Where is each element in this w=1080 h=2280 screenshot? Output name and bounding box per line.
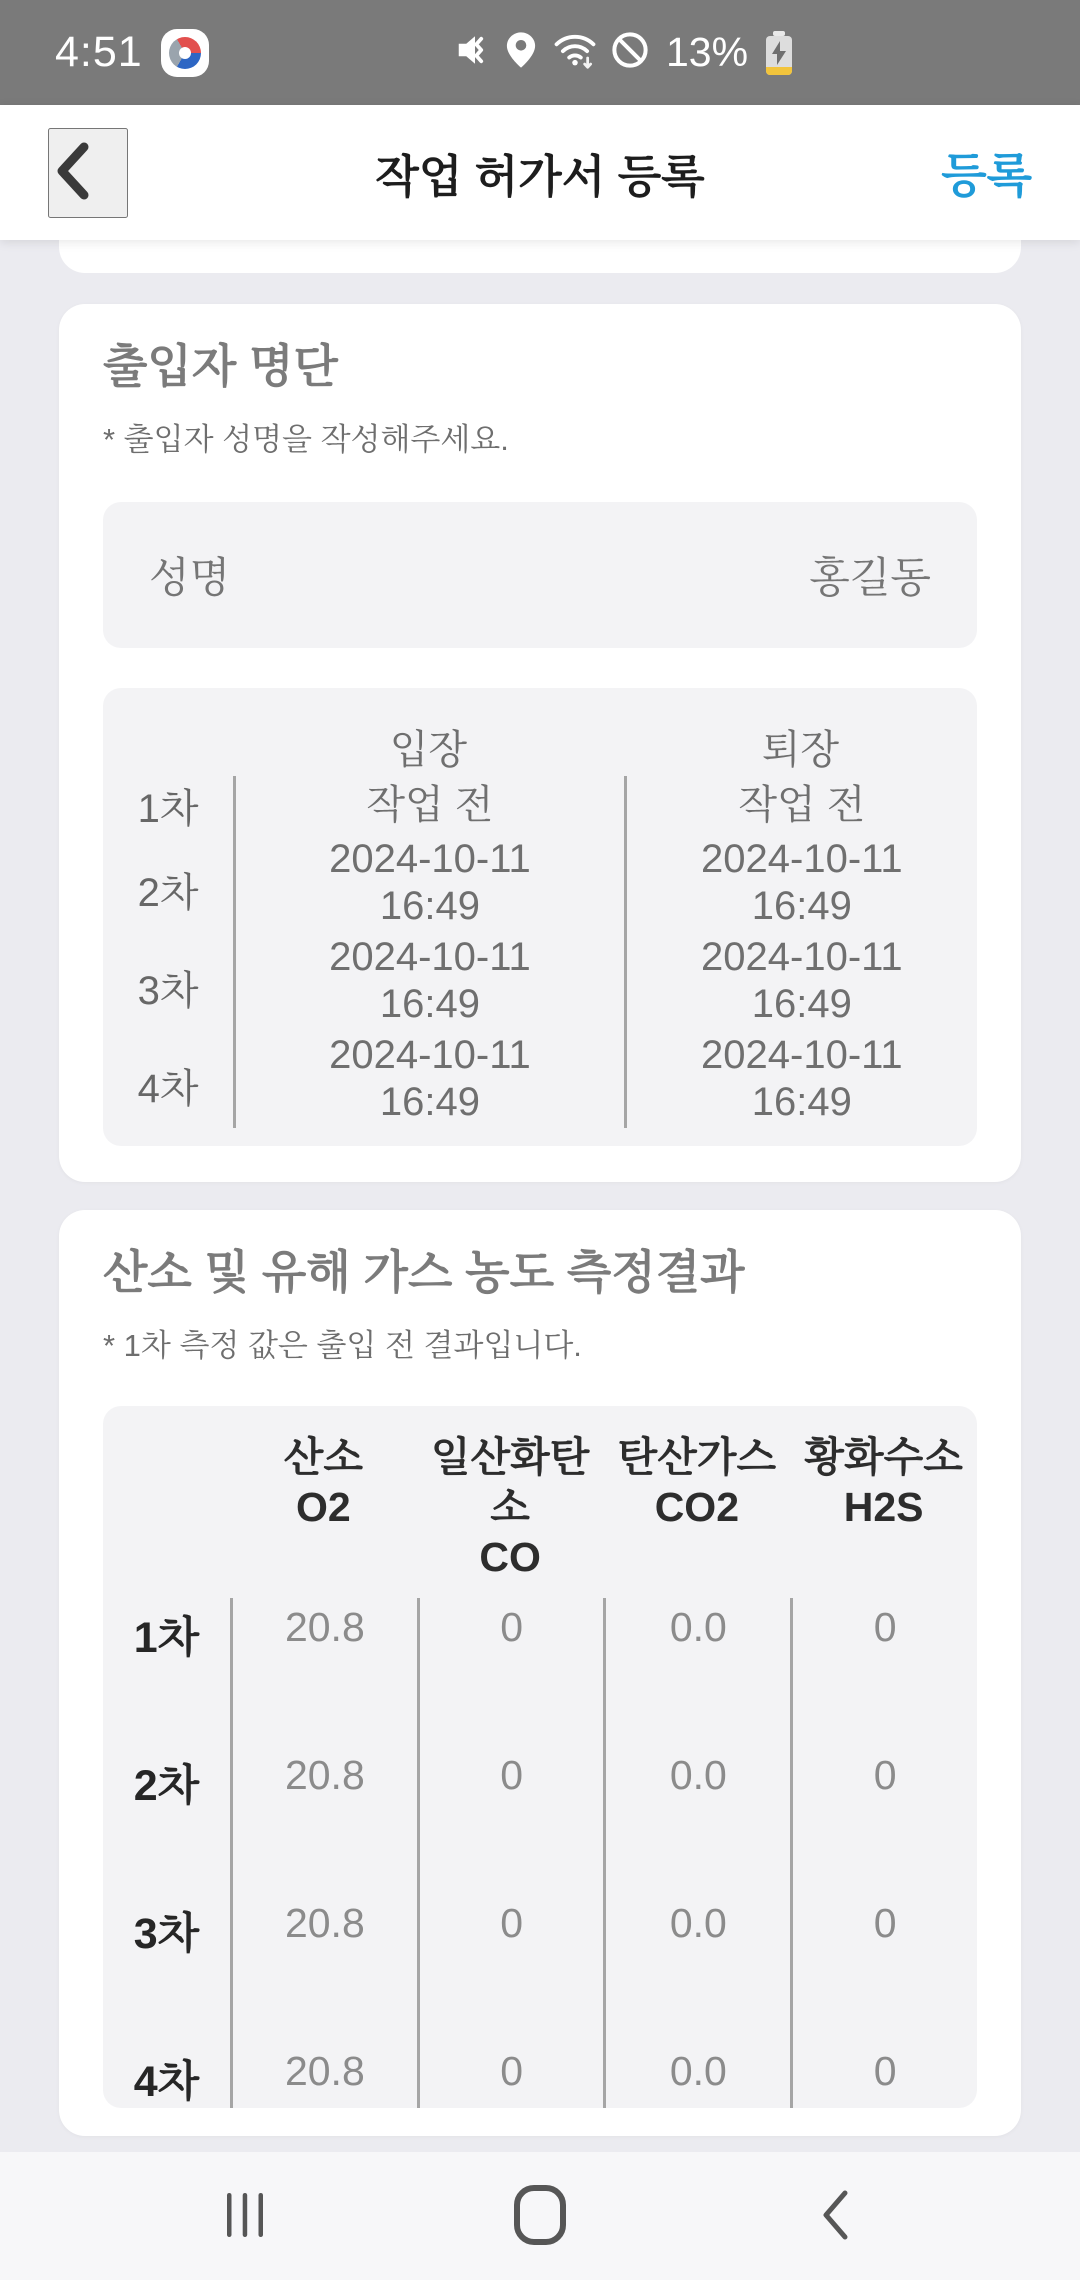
co2-value: 0.0 [669,1900,727,1946]
exit-date-text: 2024-10-11 [701,935,903,979]
gas-column-header-h2s: 황화수소 H2S [804,1434,963,1530]
entry-date-text: 2024-10-11 [329,1033,531,1077]
exit-time-text: 작업 전 [738,782,866,827]
entry-row-label: 1차 [137,786,199,831]
name-field[interactable] [103,502,977,648]
wifi-icon [552,29,598,76]
gas-row-label: 4차 [133,2058,200,2106]
entry-time-cell[interactable] [233,776,624,834]
exit-time-text: 16:49 [751,1080,852,1124]
entry-row-label: 3차 [137,969,199,1013]
nav-back-button[interactable] [780,2161,890,2271]
entry-date-text: 2024-10-11 [329,935,531,979]
previous-card-bottom [59,240,1021,273]
app-badge-icon [161,29,209,77]
o2-value: 20.8 [284,1900,365,1946]
gas-column-header-co: 일산화탄소 CO [430,1434,590,1580]
recents-icon [221,2189,269,2244]
gas-value-cell[interactable] [603,1746,790,1894]
h2s-value: 0 [873,1604,897,1650]
recents-button[interactable] [190,2161,300,2271]
co2-value: 0.0 [669,2048,727,2094]
entry-time-text: 작업 전 [366,782,494,827]
status-time: 4:51 [55,28,143,76]
gas-value-cell[interactable] [603,2042,790,2108]
entry-time-text: 16:49 [379,884,480,928]
android-nav-bar [0,2152,1080,2280]
gas-value-cell[interactable] [790,1894,977,2042]
exit-time-text: 16:49 [751,884,852,928]
home-icon [512,2184,568,2249]
back-icon [815,2187,855,2246]
page-title: 작업 허가서 등록 [375,151,705,202]
h2s-value: 0 [873,1752,897,1798]
o2-value: 20.8 [284,1752,365,1798]
exit-time-cell[interactable] [624,1030,977,1128]
gas-table-corner [103,1432,230,1582]
location-icon [502,30,540,75]
gas-measurement-card [59,1210,1021,2136]
gas-column-header-co2: 탄산가스 CO2 [617,1434,777,1530]
o2-value: 20.8 [284,2048,365,2094]
gas-value-cell[interactable] [790,2042,977,2108]
visitor-list-card [59,304,1021,1182]
gas-value-cell[interactable] [603,1894,790,2042]
gas-row-label: 2차 [133,1762,200,1810]
scroll-content[interactable] [0,240,1080,2152]
gas-value-cell[interactable] [230,2042,417,2108]
gas-value-cell[interactable] [603,1598,790,1746]
exit-column-header: 퇴장 [761,727,839,772]
exit-date-text: 2024-10-11 [701,1033,903,1077]
entry-table-corner [103,716,233,776]
entry-date-text: 2024-10-11 [329,837,531,881]
name-field-value: 홍길동 [809,554,931,601]
gas-row-label: 1차 [133,1614,200,1662]
exit-time-cell[interactable] [624,776,977,834]
entry-row-label: 2차 [137,871,199,915]
battery-charging-icon [766,31,792,75]
gas-value-cell[interactable] [790,1746,977,1894]
entry-time-cell[interactable] [233,834,624,932]
visitor-card-note: * 출입자 성명을 작성해주세요. [103,422,509,457]
gas-value-cell[interactable] [417,1746,604,1894]
gas-value-cell[interactable] [417,2042,604,2108]
battery-percent: 13% [666,29,749,75]
entry-time-text: 16:49 [379,1080,480,1124]
gas-value-cell[interactable] [230,1894,417,2042]
gas-row-label: 3차 [133,1910,200,1958]
entry-time-text: 16:49 [379,982,480,1026]
co-value: 0 [500,1752,524,1798]
exit-time-cell[interactable] [624,834,977,932]
h2s-value: 0 [873,2048,897,2094]
entry-row-label: 4차 [137,1067,199,1111]
vibrate-icon [450,30,490,75]
gas-card-note: * 1차 측정 값은 출입 전 결과입니다. [103,1328,582,1363]
gas-value-cell[interactable] [230,1598,417,1746]
gas-value-cell[interactable] [417,1894,604,2042]
name-field-label: 성명 [149,554,231,601]
exit-date-text: 2024-10-11 [701,837,903,881]
register-button[interactable]: 등록 [941,139,1032,206]
h2s-value: 0 [873,1900,897,1946]
entry-exit-table [103,688,977,1146]
exit-time-text: 16:49 [751,982,852,1026]
gas-value-cell[interactable] [230,1746,417,1894]
app-header [0,105,1080,240]
gas-value-cell[interactable] [790,1598,977,1746]
co-value: 0 [500,1604,524,1650]
gas-column-header-o2: 산소 O2 [283,1434,363,1530]
gas-table [103,1406,977,2108]
gas-value-cell[interactable] [417,1598,604,1746]
entry-column-header: 입장 [389,727,468,772]
co-value: 0 [500,1900,524,1946]
co-value: 0 [500,2048,524,2094]
visitor-card-title: 출입자 명단 [103,340,338,392]
co2-value: 0.0 [669,1604,727,1650]
entry-time-cell[interactable] [233,1030,624,1128]
o2-value: 20.8 [284,1604,365,1650]
exit-time-cell[interactable] [624,932,977,1030]
entry-time-cell[interactable] [233,932,624,1030]
gas-card-title: 산소 및 유해 가스 농도 측정결과 [103,1246,745,1298]
home-button[interactable] [485,2161,595,2271]
status-bar [0,0,1080,105]
co2-value: 0.0 [669,1752,727,1798]
no-signal-icon [610,30,650,75]
